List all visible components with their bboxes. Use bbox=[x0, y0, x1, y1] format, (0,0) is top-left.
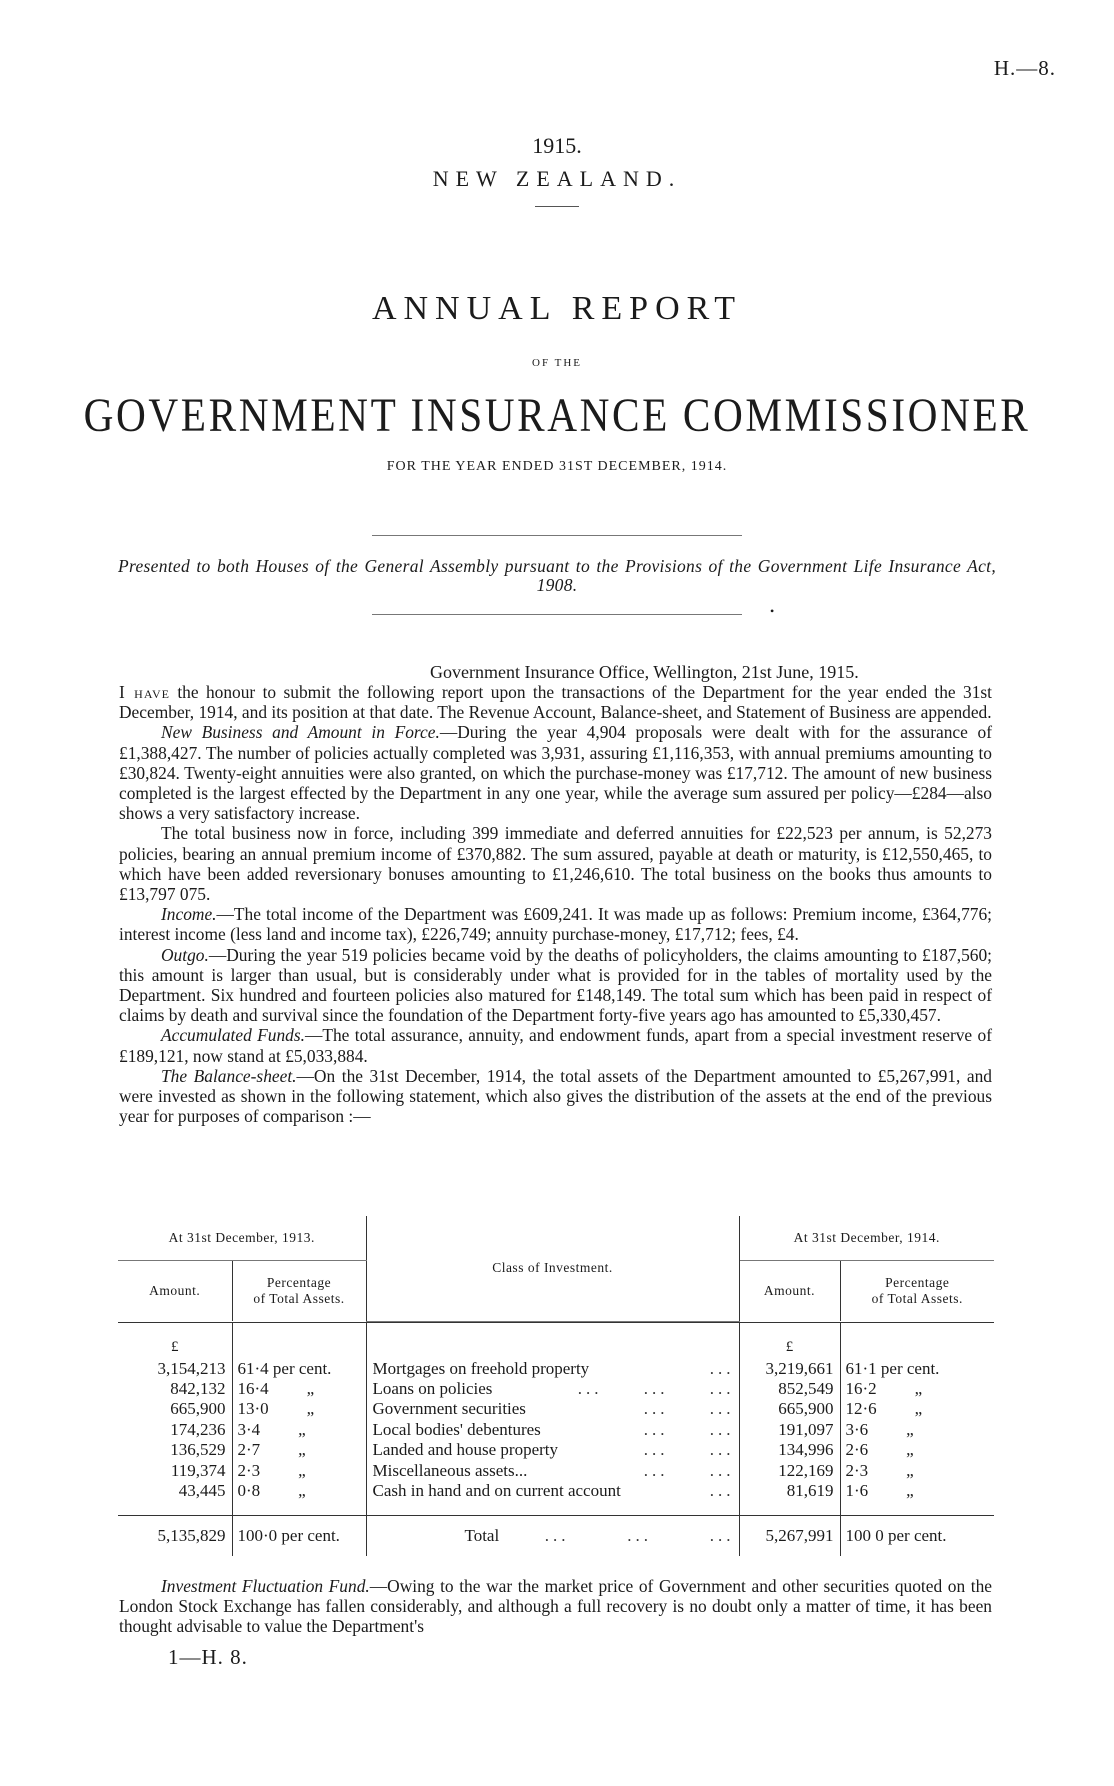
ditto-mark: „ bbox=[914, 1399, 923, 1419]
pound-sign: £ bbox=[118, 1337, 232, 1359]
dot-leader: ... ... bbox=[643, 1460, 735, 1480]
percentage-value: 3·6 bbox=[845, 1419, 869, 1439]
footer-signature: 1—H. 8. bbox=[168, 1645, 248, 1669]
investment-class-label: Loans on policies bbox=[372, 1379, 493, 1399]
total-label: Total bbox=[464, 1526, 500, 1546]
percentage-label: Percentage bbox=[266, 1275, 332, 1290]
table-row bbox=[118, 1379, 994, 1399]
printer-dot: • bbox=[770, 604, 775, 618]
table-row bbox=[118, 1440, 994, 1460]
total-percentage-1914: 100 0 per cent. bbox=[840, 1516, 994, 1557]
investment-table bbox=[118, 1216, 994, 1556]
income-paragraph bbox=[119, 904, 992, 944]
outgo-heading: Outgo. bbox=[161, 944, 209, 965]
header-percentage-1914 bbox=[840, 1261, 994, 1322]
balance-paragraph bbox=[119, 1066, 992, 1127]
amount-1913: 842,132 bbox=[118, 1379, 232, 1399]
country-name: NEW ZEALAND. bbox=[432, 166, 682, 191]
percentage-value: 0·8 bbox=[237, 1481, 261, 1501]
percentage-value: 2·3 bbox=[845, 1460, 869, 1480]
total-label-cell bbox=[366, 1516, 739, 1557]
fluctuation-paragraph bbox=[119, 1576, 992, 1637]
investment-class-label: Government securities bbox=[372, 1399, 526, 1419]
subtitle: FOR THE YEAR ENDED 31ST DECEMBER, 1914. bbox=[386, 459, 728, 474]
ditto-mark: „ bbox=[298, 1481, 306, 1501]
percentage-1914 bbox=[840, 1420, 994, 1440]
investment-class bbox=[366, 1481, 739, 1501]
percentage-sub-label: of Total Assets. bbox=[253, 1291, 345, 1306]
amount-1913: 665,900 bbox=[118, 1399, 232, 1419]
ditto-mark: „ bbox=[298, 1419, 306, 1439]
investment-class bbox=[366, 1359, 739, 1379]
percentage-label: Percentage bbox=[885, 1275, 950, 1290]
outgo-paragraph bbox=[119, 945, 992, 1026]
investment-class bbox=[366, 1379, 739, 1399]
investment-class bbox=[366, 1399, 739, 1419]
percentage-value: 1·6 bbox=[845, 1481, 869, 1501]
percentage-1914 bbox=[840, 1399, 994, 1419]
header-amount-1913: Amount. bbox=[118, 1261, 232, 1322]
percentage-1914: 61·1 per cent. bbox=[845, 1358, 940, 1378]
intro-text: the honour to submit the following report upon the transactions of the Department for the year ended the 31st December, 1914, and its position at that date. The Revenue Account, Balance-sheet, and Statement of Business are appended. bbox=[119, 682, 992, 723]
header-percentage-1913 bbox=[232, 1261, 366, 1322]
percentage-value: 3·4 bbox=[237, 1419, 261, 1439]
total-percentage-1913: 100·0 per cent. bbox=[232, 1516, 366, 1557]
report-title: ANNUAL REPORT bbox=[371, 290, 743, 327]
percentage-value: 2·3 bbox=[237, 1460, 261, 1480]
amount-1914: 852,549 bbox=[739, 1379, 840, 1399]
dot-leader: ... bbox=[709, 1358, 735, 1378]
amount-1914: 665,900 bbox=[739, 1399, 840, 1419]
percentage-1914 bbox=[840, 1460, 994, 1480]
divider-rule bbox=[372, 614, 742, 615]
dot-leader: ... ... bbox=[643, 1440, 735, 1460]
amount-1914: 81,619 bbox=[739, 1481, 840, 1501]
amount-1914: 134,996 bbox=[739, 1440, 840, 1460]
investment-class bbox=[366, 1460, 739, 1480]
fluctuation-text: —Owing to the war the market price of Government and other securities quoted on the London Stock Exchange has fallen considerably, and although a full recovery is no doubt only a matter of time, it has been thought advisable to value the Department's bbox=[119, 1576, 992, 1637]
ditto-mark: „ bbox=[306, 1379, 315, 1399]
dot-leader: ... ... bbox=[643, 1399, 735, 1419]
investment-class-label: Landed and house property bbox=[372, 1440, 559, 1460]
divider-rule bbox=[372, 535, 742, 536]
percentage-sub-label: of Total Assets. bbox=[871, 1291, 963, 1306]
dot-leader: ... ... ... bbox=[577, 1379, 735, 1399]
total-business-paragraph: The total business now in force, including 399 immediate and deferred annuities for £22,523 per annum, is 52,273 policies, bearing an annual premium income of £370,882. The sum assured, payable at death or maturity, is £12,550,465, to which have been added reversionary bonuses amounting to £1,246,610. The total business on the books thus amounts to £13,797 075. bbox=[119, 823, 992, 905]
header-1914: At 31st December, 1914. bbox=[739, 1216, 994, 1261]
percentage-value: 2·7 bbox=[237, 1440, 261, 1460]
table-row bbox=[118, 1460, 994, 1480]
office-dateline: Government Insurance Office, Wellington, 21st June, 1915. bbox=[430, 662, 859, 682]
dot-leader: ... ... bbox=[643, 1419, 735, 1439]
ditto-mark: „ bbox=[906, 1481, 914, 1501]
table-row bbox=[118, 1399, 994, 1419]
ditto-mark: „ bbox=[906, 1440, 914, 1460]
ditto-mark: „ bbox=[914, 1379, 923, 1399]
divider-rule bbox=[535, 206, 579, 207]
fluctuation-heading: Investment Fluctuation Fund. bbox=[161, 1576, 370, 1596]
total-amount-1913: 5,135,829 bbox=[118, 1516, 232, 1557]
amount-1914: 3,219,661 bbox=[739, 1359, 840, 1379]
new-business-paragraph bbox=[119, 722, 992, 823]
total-amount-1914: 5,267,991 bbox=[739, 1516, 840, 1557]
dot-leader: ... bbox=[709, 1481, 735, 1501]
dot-leader: ... ... ... bbox=[544, 1526, 735, 1546]
amount-1914: 122,169 bbox=[739, 1460, 840, 1480]
ditto-mark: „ bbox=[298, 1460, 306, 1480]
investment-class bbox=[366, 1420, 739, 1440]
percentage-1914 bbox=[840, 1440, 994, 1460]
table-row bbox=[118, 1359, 994, 1379]
investment-class-label: Cash in hand and on current account bbox=[372, 1481, 621, 1501]
pound-sign: £ bbox=[739, 1337, 840, 1359]
table-row bbox=[118, 1420, 994, 1440]
percentage-value: 2·6 bbox=[845, 1440, 869, 1460]
amount-1913: 3,154,213 bbox=[118, 1359, 232, 1379]
percentage-1913: 61·4 per cent. bbox=[232, 1359, 366, 1379]
investment-class bbox=[366, 1440, 739, 1460]
outgo-text: —During the year 519 policies became void by the deaths of policyholders, the claims amounting to £187,560; this amount is larger than usual, but is considerably under what is provided for in the tables of mortality used by the Department. Six hundred and fourteen policies also matured for £148,149. The total sum which has been paid in respect of claims by death and survival since the foundation of the Department forty-five years ago has amounted to £5,330,457. bbox=[119, 944, 992, 1026]
header-1913: At 31st December, 1913. bbox=[118, 1216, 366, 1261]
total-row bbox=[118, 1516, 994, 1557]
percentage-1913 bbox=[232, 1460, 366, 1480]
income-text: —The total income of the Department was £609,241. It was made up as follows: Premium income, £364,776; interest income (less land and income tax), £226,749; annuity purchase-money, £17,712; fees, £4. bbox=[119, 904, 992, 945]
ditto-mark: „ bbox=[906, 1460, 914, 1480]
intro-lead: I have bbox=[119, 682, 170, 702]
ditto-mark: „ bbox=[306, 1399, 315, 1419]
balance-heading: The Balance-sheet. bbox=[161, 1065, 297, 1086]
percentage-1914 bbox=[840, 1379, 994, 1399]
income-heading: Income. bbox=[161, 904, 217, 925]
ditto-mark: „ bbox=[298, 1440, 306, 1460]
percentage-value: 16·2 bbox=[845, 1379, 877, 1399]
funds-text: —The total assurance, annuity, and endowment funds, apart from a special investment reserve of £189,121, now stand at £5,033,884. bbox=[119, 1025, 992, 1066]
amount-1914: 191,097 bbox=[739, 1420, 840, 1440]
amount-1913: 174,236 bbox=[118, 1420, 232, 1440]
balance-text: —On the 31st December, 1914, the total assets of the Department amounted to £5,267,991, and were invested as shown in the following statement, which also gives the distribution of the assets at the end of the previous year for purposes of comparison :— bbox=[119, 1065, 992, 1127]
page-reference: H.—8. bbox=[993, 56, 1056, 80]
percentage-value: 16·4 bbox=[237, 1379, 269, 1399]
percentage-1913 bbox=[232, 1399, 366, 1419]
amount-1913: 119,374 bbox=[118, 1460, 232, 1480]
funds-paragraph bbox=[119, 1025, 992, 1065]
report-body bbox=[119, 682, 992, 1126]
investment-class-label: Mortgages on freehold property bbox=[372, 1358, 590, 1378]
header-amount-1914: Amount. bbox=[739, 1261, 840, 1322]
amount-1913: 136,529 bbox=[118, 1440, 232, 1460]
new-business-heading: New Business and Amount in Force. bbox=[161, 722, 440, 743]
investment-class-label: Miscellaneous assets... bbox=[372, 1460, 528, 1480]
percentage-1914 bbox=[840, 1481, 994, 1501]
of-the-caption: OF THE bbox=[532, 357, 582, 369]
ditto-mark: „ bbox=[906, 1419, 914, 1439]
header-class: Class of Investment. bbox=[366, 1216, 739, 1321]
percentage-1913 bbox=[232, 1440, 366, 1460]
percentage-value: 12·6 bbox=[845, 1399, 877, 1419]
new-business-text: —During the year 4,904 proposals were dealt with for the assurance of £1,388,427. The number of policies actually completed was 3,931, assuring £1,116,353, with annual premiums amounting to £30,824. Twenty-eight annuities were also granted, on which the purchase-money was £17,712. The amount of new business completed is the largest effected by the Department in any one year, while the average sum assured per policy—£284—also shows a very satisfactory increase. bbox=[119, 722, 992, 824]
investment-class-label: Local bodies' debentures bbox=[372, 1419, 541, 1439]
percentage-value: 13·0 bbox=[237, 1399, 269, 1419]
main-title: GOVERNMENT INSURANCE COMMISSIONER bbox=[83, 389, 1031, 442]
presented-notice: Presented to both Houses of the General Assembly pursuant to the Provisions of the Government Life Insurance Act, 1908. bbox=[118, 556, 996, 595]
funds-heading: Accumulated Funds. bbox=[161, 1025, 305, 1046]
percentage-1913 bbox=[232, 1420, 366, 1440]
percentage-1913 bbox=[232, 1481, 366, 1501]
table-row bbox=[118, 1481, 994, 1501]
intro-paragraph bbox=[119, 682, 992, 722]
amount-1913: 43,445 bbox=[118, 1481, 232, 1501]
report-year: 1915. bbox=[532, 133, 582, 158]
percentage-1913 bbox=[232, 1379, 366, 1399]
